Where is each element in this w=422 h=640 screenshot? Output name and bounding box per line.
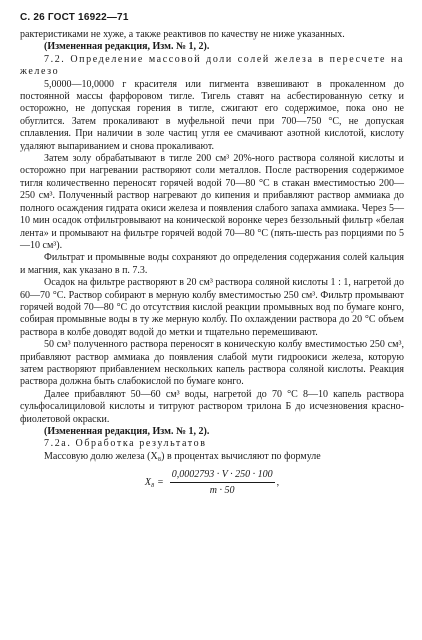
paragraph: Затем золу обрабатывают в тигле 200 см³ 20%-ного раствора соляной кислоты и осторожно при нагревании растворяют соли металлов. После растворения содержимое тигля количественно переносят горячей водой 70—80 °С в стакан вместимостью 200—250 см³. Полученный раствор нагревают до кипения и прибавляют раствор аммиака до полного осаждения гидрата окиси железа и появления слабого запаха аммиака. Через 5—10 мин осадок отфильтровывают на конической воронке через беззольный фильтр «белая лента» и промывают на фильтре горячей водой 70—80 °С (пять-шесть раз порциями по 5—10 см³).: [20, 153, 404, 251]
document-body: [20, 29, 404, 463]
edit-note: (Измененная редакция, Изм. № 1, 2).: [44, 41, 210, 53]
paragraph: 5,0000—10,0000 г красителя или пигмента взвешивают в прокаленном до постоянной массы фарфоровом тигле. Тигель ставят на асбестированную сетку и осторожно, не допуская горения в тигле, сжигают его содержимое, пока оно не обуглится. Затем прокаливают в муфельной печи при 700—750 °С, не допуская сплавления. При наличии в золе частиц угля ее смачивают азотной кислотой, кислоту удаляют выпариванием и снова прокаливают.: [20, 78, 404, 152]
paragraph: 50 см³ полученного раствора переносят в коническую колбу вместимостью 250 см³, прибавляют раствор аммиака до появления слабой мути гидроокиси железа, которую затем растворяют прибавлением нескольких капель раствора соляной кислоты. Реакция раствора должна быть слабокислой по бумаге конго.: [20, 339, 404, 388]
paragraph: Осадок на фильтре растворяют в 20 см³ раствора соляной кислоты 1 : 1, нагретой до 60—70 °С. Раствор собирают в мерную колбу вместимостью 250 см³. Фильтр промывают горячей водой 70—80 °С до отсутствия кислой реакции промывных вод по бумаге конго, собирая промывные воды в ту же мерную колбу. По охлаждении раствора до 20 °С объем раствора в колбе доводят водой до метки и тщательно перемешивают.: [20, 277, 404, 338]
page-header: С. 26 ГОСТ 16922—71: [20, 12, 129, 23]
formula-fraction: [170, 469, 275, 496]
paragraph: рактеристиками не хуже, а также реактивов по качеству не ниже указанных.: [20, 29, 345, 40]
paragraph: Далее прибавляют 50—60 см³ воды, нагретой до 70 °С 8—10 капель раствора сульфосалициловой кислоты и титруют раствором трилона Б до исчезновения красно-фиолетовой окраски.: [20, 388, 404, 425]
paragraph: Массовую долю железа (X₈) в процентах вычисляют по формуле: [44, 450, 321, 462]
formula-lhs: X₈ =: [144, 477, 164, 489]
formula-numerator: 0,0002793 · V · 250 · 100: [170, 469, 275, 483]
formula-tail: ,: [276, 477, 280, 489]
formula: [20, 469, 404, 496]
edit-note: (Измененная редакция, Изм. № 1, 2).: [44, 426, 210, 437]
paragraph: Фильтрат и промывные воды сохраняют до определения содержания солей кальция и магния, как указано в п. 7.3.: [20, 252, 404, 276]
formula-denominator: m · 50: [209, 485, 235, 497]
section-heading: 7.2. Определение массовой доли солей железа в пересчете на железо: [20, 53, 404, 78]
section-heading: 7.2а. Обработка результатов: [44, 438, 207, 450]
